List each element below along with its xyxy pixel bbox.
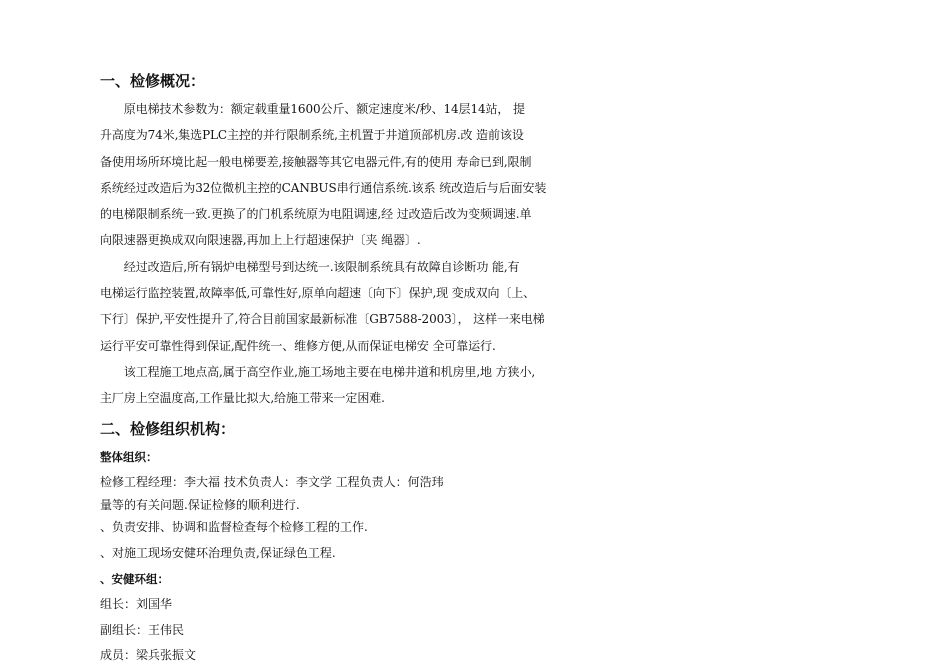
duty-line: 、负责安排、协调和监督检查每个检修工程的工作. [100, 520, 368, 535]
text-line: 电梯运行监控装置,故障率低,可靠性好,原单向超速〔向下〕保护,现 变成双向〔上、 [100, 286, 536, 301]
text-line: 该工程施工地点高,属于高空作业,施工场地主要在电梯井道和机房里,地 方狭小, [100, 364, 536, 379]
overall-organization-heading: 整体组织： [100, 449, 158, 464]
text-line: 原电梯技术参数为：额定载重量1600公斤、额定速度米/秒、14层14站， 提 [100, 102, 525, 116]
text-line: 运行平安可靠性得到保证,配件统一、维修方便,从而保证电梯安 全可靠运行. [100, 338, 496, 353]
text-line: 下行〕保护,平安性提升了,符合目前国家最新标准〔GB7588-2003〕， 这样一来电梯 [100, 312, 545, 327]
deputy-leader: 副组长：王伟民 [100, 622, 185, 637]
safety-group-heading: 、安健环组： [100, 572, 169, 587]
staff-line: 检修工程经理：李大福 技术负责人：李文学 工程负责人：何浩玮 [100, 474, 444, 489]
text-line: 主厂房上空温度高,工作量比拟大,给施工带来一定困难. [100, 391, 385, 406]
text-line: 经过改造后,所有锅炉电梯型号到达统一.该限制系统具有故障自诊断功 能,有 [100, 259, 520, 274]
text-line: 向限速器更换成双向限速器,再加上上行超速保护〔夹 绳器〕. [100, 233, 421, 248]
text-line: 系统经过改造后为32位微机主控的CANBUS串行通信系统.该系 统改造后与后面安装 [100, 180, 547, 195]
staff-continuation: 量等的有关问题.保证检修的顺利进行. [100, 498, 300, 513]
section-title-overview: 一、检修概况： [100, 72, 206, 90]
paragraph-after-upgrade [100, 254, 600, 359]
text-line: 的电梯限制系统一致.更换了的门机系统原为电阻调速,经 过改造后改为变频调速.单 [100, 207, 532, 222]
text-line: 升高度为74米,集选PLC主控的并行限制系统,主机置于井道顶部机房.改 造前该设 [100, 128, 524, 143]
document-page [100, 66, 600, 669]
group-leader: 组长：刘国华 [100, 597, 173, 612]
paragraph-site-conditions [100, 359, 600, 412]
section-title-organization: 二、检修组织机构： [100, 419, 236, 438]
paragraph-parameters [100, 96, 600, 254]
duty-line: 、对施工现场安健环治理负责,保证绿色工程. [100, 545, 336, 560]
text-line: 备使用场所环境比起一般电梯要差,接触器等其它电器元件,有的使用 寿命已到,限制 [100, 154, 532, 169]
group-members: 成员：梁兵张振文 [100, 648, 197, 663]
